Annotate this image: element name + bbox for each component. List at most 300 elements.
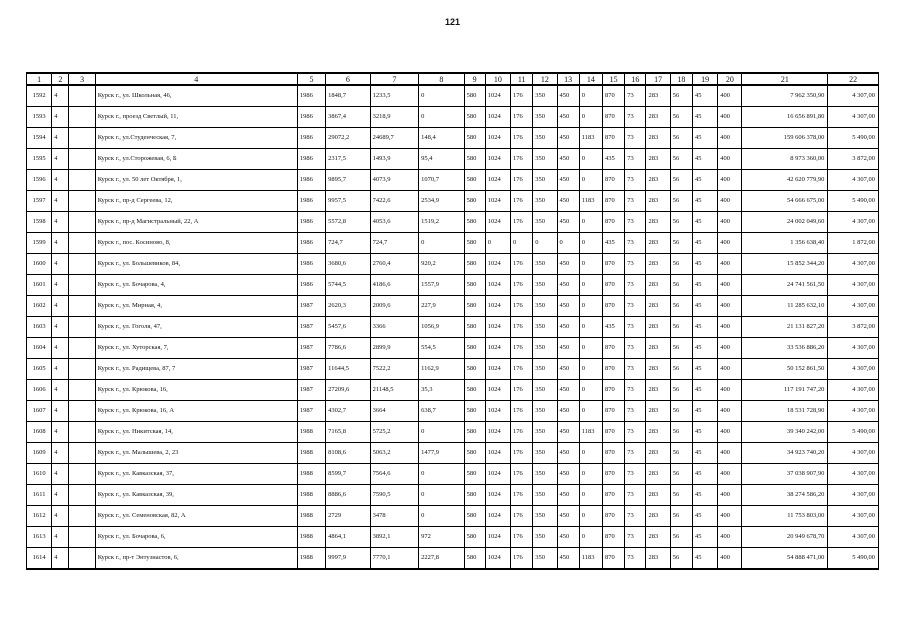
table-cell-col-1: 1604 [27,338,52,359]
table-cell-col-13: 450 [557,548,579,570]
table-cell-col-20: 400 [718,317,742,338]
table-cell-col-2: 4 [52,296,69,317]
table-cell-col-6: 5744,5 [326,275,370,296]
table-cell-col-4: Курск г., ул. Кавказская, 39, [95,485,297,506]
table-cell-col-5: 1986 [297,85,325,107]
table-cell-col-1: 1595 [27,149,52,170]
table-cell-col-3 [69,254,95,275]
table-cell-col-16: 73 [625,170,646,191]
table-cell-col-11: 176 [511,506,533,527]
table-cell-col-14: 0 [579,296,602,317]
housing-register-table [26,72,879,570]
table-row [27,317,879,338]
table-cell-col-6: 4864,1 [326,527,370,548]
table-cell-col-13: 450 [557,191,579,212]
table-cell-col-10: 1024 [485,212,510,233]
table-cell-col-4: Курск г., ул. Школьная, 46, [95,85,297,107]
column-header-2: 2 [52,73,69,85]
table-cell-col-3 [69,485,95,506]
table-row [27,233,879,254]
table-cell-col-4: Курск г., ул. Никитская, 14, [95,422,297,443]
table-cell-col-13: 450 [557,422,579,443]
table-cell-col-5: 1986 [297,233,325,254]
table-cell-col-6: 8108,6 [326,443,370,464]
table-cell-col-1: 1598 [27,212,52,233]
table-cell-col-22: 4 307,00 [828,338,879,359]
table-cell-col-6: 8599,7 [326,464,370,485]
table-cell-col-20: 400 [718,464,742,485]
table-cell-col-18: 56 [670,85,692,107]
table-cell-col-8: 1477,9 [419,443,464,464]
table-cell-col-3 [69,170,95,191]
table-cell-col-14: 0 [579,359,602,380]
table-cell-col-4: Курск г., ул. Семеновская, 82, А [95,506,297,527]
table-cell-col-1: 1606 [27,380,52,401]
table-cell-col-2: 4 [52,401,69,422]
table-cell-col-19: 45 [692,485,717,506]
table-cell-col-15: 870 [603,464,625,485]
table-cell-col-3 [69,464,95,485]
table-cell-col-17: 283 [646,254,670,275]
table-cell-col-2: 4 [52,527,69,548]
table-cell-col-22: 4 307,00 [828,527,879,548]
table-cell-col-10: 1024 [485,464,510,485]
table-cell-col-8: 554,5 [419,338,464,359]
table-cell-col-11: 176 [511,191,533,212]
table-cell-col-15: 870 [603,85,625,107]
table-cell-col-15: 870 [603,422,625,443]
table-cell-col-20: 400 [718,359,742,380]
table-cell-col-18: 56 [670,296,692,317]
table-cell-col-1: 1601 [27,275,52,296]
table-cell-col-1: 1612 [27,506,52,527]
table-cell-col-1: 1614 [27,548,52,570]
table-cell-col-14: 0 [579,401,602,422]
table-cell-col-22: 4 307,00 [828,296,879,317]
table-cell-col-8: 0 [419,107,464,128]
table-cell-col-2: 4 [52,443,69,464]
table-cell-col-17: 283 [646,443,670,464]
table-cell-col-5: 1986 [297,170,325,191]
table-cell-col-4: Курск г., проезд Светлый, 11, [95,107,297,128]
table-cell-col-8: 0 [419,506,464,527]
column-header-9: 9 [464,73,485,85]
table-cell-col-15: 870 [603,338,625,359]
table-cell-col-11: 0 [511,233,533,254]
column-header-21: 21 [742,73,828,85]
table-cell-col-14: 1183 [579,191,602,212]
table-cell-col-12: 350 [533,443,557,464]
table-cell-col-17: 283 [646,107,670,128]
table-cell-col-18: 56 [670,464,692,485]
table-cell-col-14: 0 [579,338,602,359]
table-cell-col-20: 400 [718,191,742,212]
table-cell-col-2: 4 [52,233,69,254]
table-cell-col-4: Курск г., пр-д Магистральный, 22, А [95,212,297,233]
table-cell-col-2: 4 [52,149,69,170]
table-cell-col-11: 176 [511,128,533,149]
table-cell-col-21: 24 741 561,50 [742,275,828,296]
table-cell-col-9: 580 [464,401,485,422]
table-cell-col-18: 56 [670,548,692,570]
table-cell-col-12: 350 [533,338,557,359]
table-cell-col-8: 0 [419,422,464,443]
table-cell-col-5: 1988 [297,422,325,443]
table-cell-col-20: 400 [718,107,742,128]
table-cell-col-15: 870 [603,359,625,380]
table-cell-col-21: 21 131 827,20 [742,317,828,338]
table-cell-col-8: 972 [419,527,464,548]
table-cell-col-5: 1986 [297,107,325,128]
table-cell-col-3 [69,548,95,570]
table-cell-col-9: 580 [464,317,485,338]
table-cell-col-20: 400 [718,485,742,506]
table-cell-col-18: 56 [670,254,692,275]
table-cell-col-11: 176 [511,317,533,338]
table-cell-col-10: 1024 [485,485,510,506]
table-cell-col-1: 1611 [27,485,52,506]
table-cell-col-9: 580 [464,485,485,506]
table-cell-col-16: 73 [625,527,646,548]
table-cell-col-7: 4186,6 [370,275,419,296]
table-cell-col-13: 450 [557,401,579,422]
table-cell-col-22: 1 872,00 [828,233,879,254]
table-cell-col-9: 580 [464,443,485,464]
table-cell-col-6: 3867,4 [326,107,370,128]
table-cell-col-12: 0 [533,233,557,254]
table-cell-col-15: 435 [603,317,625,338]
table-cell-col-15: 870 [603,506,625,527]
table-cell-col-3 [69,317,95,338]
table-cell-col-8: 95,4 [419,149,464,170]
table-cell-col-11: 176 [511,254,533,275]
table-cell-col-8: 2534,9 [419,191,464,212]
table-cell-col-13: 450 [557,338,579,359]
table-cell-col-9: 580 [464,212,485,233]
table-cell-col-2: 4 [52,191,69,212]
table-cell-col-15: 870 [603,254,625,275]
table-cell-col-19: 45 [692,317,717,338]
table-cell-col-1: 1610 [27,464,52,485]
table-row [27,527,879,548]
table-row [27,296,879,317]
table-cell-col-19: 45 [692,506,717,527]
table-cell-col-2: 4 [52,212,69,233]
table-cell-col-10: 1024 [485,107,510,128]
column-header-7: 7 [370,73,419,85]
table-cell-col-3 [69,338,95,359]
table-cell-col-16: 73 [625,191,646,212]
table-cell-col-13: 450 [557,296,579,317]
table-cell-col-13: 450 [557,380,579,401]
table-cell-col-1: 1605 [27,359,52,380]
table-cell-col-22: 4 307,00 [828,107,879,128]
table-cell-col-16: 73 [625,149,646,170]
table-cell-col-13: 450 [557,443,579,464]
table-cell-col-20: 400 [718,296,742,317]
table-cell-col-16: 73 [625,128,646,149]
table-cell-col-8: 35,3 [419,380,464,401]
table-cell-col-6: 8886,6 [326,485,370,506]
table-cell-col-5: 1987 [297,380,325,401]
table-cell-col-14: 0 [579,170,602,191]
page-number: 121 [444,17,461,27]
table-cell-col-11: 176 [511,485,533,506]
table-cell-col-6: 4302,7 [326,401,370,422]
table-cell-col-9: 580 [464,380,485,401]
table-cell-col-21: 15 852 344,20 [742,254,828,275]
table-cell-col-18: 56 [670,233,692,254]
table-cell-col-19: 45 [692,443,717,464]
table-cell-col-22: 4 307,00 [828,85,879,107]
table-cell-col-8: 1162,9 [419,359,464,380]
table-row [27,422,879,443]
table-cell-col-13: 450 [557,317,579,338]
table-cell-col-22: 5 490,00 [828,191,879,212]
table-cell-col-16: 73 [625,107,646,128]
table-cell-col-16: 73 [625,443,646,464]
table-cell-col-12: 350 [533,359,557,380]
table-cell-col-16: 73 [625,254,646,275]
table-cell-col-15: 870 [603,275,625,296]
table-cell-col-8: 1519,2 [419,212,464,233]
table-cell-col-21: 33 536 886,20 [742,338,828,359]
table-cell-col-7: 3664 [370,401,419,422]
table-cell-col-21: 39 340 242,00 [742,422,828,443]
table-cell-col-8: 2227,8 [419,548,464,570]
table-cell-col-17: 283 [646,359,670,380]
table-cell-col-21: 34 923 740,20 [742,443,828,464]
table-cell-col-10: 1024 [485,85,510,107]
table-cell-col-3 [69,128,95,149]
table-cell-col-11: 176 [511,422,533,443]
table-cell-col-4: Курск г., ул. Большевиков, 84, [95,254,297,275]
table-cell-col-12: 350 [533,380,557,401]
table-cell-col-11: 176 [511,380,533,401]
table-cell-col-13: 450 [557,149,579,170]
table-cell-col-14: 0 [579,380,602,401]
table-cell-col-14: 0 [579,443,602,464]
table-cell-col-10: 1024 [485,317,510,338]
table-cell-col-18: 56 [670,338,692,359]
table-cell-col-20: 400 [718,380,742,401]
table-cell-col-22: 4 307,00 [828,464,879,485]
table-cell-col-2: 4 [52,254,69,275]
table-row [27,485,879,506]
table-cell-col-18: 56 [670,191,692,212]
table-cell-col-22: 4 307,00 [828,485,879,506]
table-cell-col-2: 4 [52,464,69,485]
table-cell-col-4: Курск г., ул.Студенческая, 7, [95,128,297,149]
table-cell-col-12: 350 [533,464,557,485]
table-cell-col-20: 400 [718,506,742,527]
table-cell-col-12: 350 [533,149,557,170]
table-cell-col-20: 400 [718,338,742,359]
table-cell-col-10: 1024 [485,401,510,422]
table-cell-col-7: 2009,6 [370,296,419,317]
table-row [27,85,879,107]
table-cell-col-21: 37 038 907,90 [742,464,828,485]
table-cell-col-3 [69,107,95,128]
table-cell-col-7: 4073,9 [370,170,419,191]
table-cell-col-20: 400 [718,527,742,548]
table-cell-col-12: 350 [533,128,557,149]
table-cell-col-5: 1987 [297,338,325,359]
table-cell-col-3 [69,191,95,212]
table-cell-col-15: 870 [603,296,625,317]
table-cell-col-14: 0 [579,527,602,548]
table-cell-col-20: 400 [718,170,742,191]
table-cell-col-16: 73 [625,317,646,338]
table-cell-col-20: 400 [718,233,742,254]
table-cell-col-10: 1024 [485,548,510,570]
table-cell-col-8: 0 [419,464,464,485]
table-cell-col-11: 176 [511,527,533,548]
table-cell-col-18: 56 [670,128,692,149]
table-cell-col-18: 56 [670,506,692,527]
table-cell-col-1: 1608 [27,422,52,443]
table-cell-col-2: 4 [52,338,69,359]
table-cell-col-14: 0 [579,485,602,506]
table-cell-col-10: 0 [485,233,510,254]
table-cell-col-13: 0 [557,233,579,254]
table-cell-col-17: 283 [646,401,670,422]
table-row [27,401,879,422]
table-cell-col-12: 350 [533,296,557,317]
table-cell-col-2: 4 [52,317,69,338]
table-cell-col-1: 1596 [27,170,52,191]
table-cell-col-17: 283 [646,380,670,401]
table-cell-col-1: 1607 [27,401,52,422]
table-cell-col-8: 0 [419,85,464,107]
table-cell-col-21: 8 973 360,00 [742,149,828,170]
table-cell-col-10: 1024 [485,149,510,170]
table-cell-col-20: 400 [718,254,742,275]
table-cell-col-8: 0 [419,233,464,254]
table-cell-col-10: 1024 [485,254,510,275]
table-cell-col-3 [69,85,95,107]
table-cell-col-19: 45 [692,170,717,191]
table-cell-col-21: 7 962 350,90 [742,85,828,107]
table-cell-col-4: Курск г., ул. Крюкова, 16, [95,380,297,401]
table-cell-col-22: 4 307,00 [828,401,879,422]
table-cell-col-17: 283 [646,233,670,254]
table-cell-col-12: 350 [533,527,557,548]
table-cell-col-22: 4 307,00 [828,254,879,275]
table-cell-col-1: 1597 [27,191,52,212]
table-cell-col-14: 0 [579,212,602,233]
table-cell-col-17: 283 [646,212,670,233]
table-cell-col-7: 3366 [370,317,419,338]
table-cell-col-12: 350 [533,401,557,422]
column-header-1: 1 [27,73,52,85]
table-row [27,338,879,359]
table-cell-col-16: 73 [625,506,646,527]
table-cell-col-7: 7522,2 [370,359,419,380]
table-cell-col-10: 1024 [485,338,510,359]
table-cell-col-8: 920,2 [419,254,464,275]
table-cell-col-7: 7590,5 [370,485,419,506]
table-cell-col-8: 0 [419,485,464,506]
column-header-17: 17 [646,73,670,85]
table-cell-col-8: 1056,9 [419,317,464,338]
column-header-5: 5 [297,73,325,85]
table-cell-col-7: 7770,1 [370,548,419,570]
table-cell-col-11: 176 [511,338,533,359]
table-cell-col-13: 450 [557,506,579,527]
table-cell-col-2: 4 [52,275,69,296]
table-cell-col-9: 580 [464,149,485,170]
table-cell-col-5: 1988 [297,506,325,527]
table-cell-col-11: 176 [511,275,533,296]
header-row [27,73,879,85]
table-cell-col-9: 580 [464,338,485,359]
table-cell-col-6: 27209,6 [326,380,370,401]
table-cell-col-2: 4 [52,359,69,380]
table-cell-col-21: 24 002 049,60 [742,212,828,233]
table-cell-col-17: 283 [646,422,670,443]
table-cell-col-11: 176 [511,107,533,128]
table-cell-col-5: 1986 [297,149,325,170]
table-cell-col-18: 56 [670,149,692,170]
table-cell-col-1: 1609 [27,443,52,464]
table-cell-col-13: 450 [557,170,579,191]
table-cell-col-8: 148,4 [419,128,464,149]
table-cell-col-7: 3892,1 [370,527,419,548]
table-cell-col-14: 1183 [579,422,602,443]
table-cell-col-18: 56 [670,527,692,548]
table-cell-col-9: 580 [464,254,485,275]
table-body [27,85,879,569]
table-row [27,149,879,170]
table-cell-col-12: 350 [533,485,557,506]
table-cell-col-5: 1986 [297,191,325,212]
table-row [27,380,879,401]
column-header-20: 20 [718,73,742,85]
table-cell-col-7: 4053,6 [370,212,419,233]
table-cell-col-7: 724,7 [370,233,419,254]
table-cell-col-17: 283 [646,317,670,338]
table-cell-col-16: 73 [625,233,646,254]
table-cell-col-6: 2620,3 [326,296,370,317]
table-cell-col-10: 1024 [485,128,510,149]
table-cell-col-4: Курск г., ул. Малышева, 2, 23 [95,443,297,464]
table-cell-col-5: 1987 [297,401,325,422]
table-cell-col-17: 283 [646,527,670,548]
table-cell-col-21: 38 274 586,20 [742,485,828,506]
table-cell-col-12: 350 [533,85,557,107]
table-cell-col-21: 42 620 779,90 [742,170,828,191]
table-cell-col-21: 11 753 803,00 [742,506,828,527]
table-cell-col-14: 0 [579,317,602,338]
table-cell-col-2: 4 [52,170,69,191]
table-cell-col-9: 580 [464,548,485,570]
table-cell-col-11: 176 [511,359,533,380]
table-cell-col-11: 176 [511,401,533,422]
table-cell-col-11: 176 [511,85,533,107]
table-cell-col-9: 580 [464,422,485,443]
table-cell-col-15: 870 [603,128,625,149]
table-cell-col-19: 45 [692,296,717,317]
table-cell-col-21: 54 888 471,00 [742,548,828,570]
table-cell-col-19: 45 [692,107,717,128]
table-cell-col-2: 4 [52,506,69,527]
table-cell-col-8: 1070,7 [419,170,464,191]
table-cell-col-22: 5 490,00 [828,128,879,149]
table-cell-col-7: 3218,9 [370,107,419,128]
table-cell-col-19: 45 [692,233,717,254]
table-cell-col-22: 4 307,00 [828,443,879,464]
